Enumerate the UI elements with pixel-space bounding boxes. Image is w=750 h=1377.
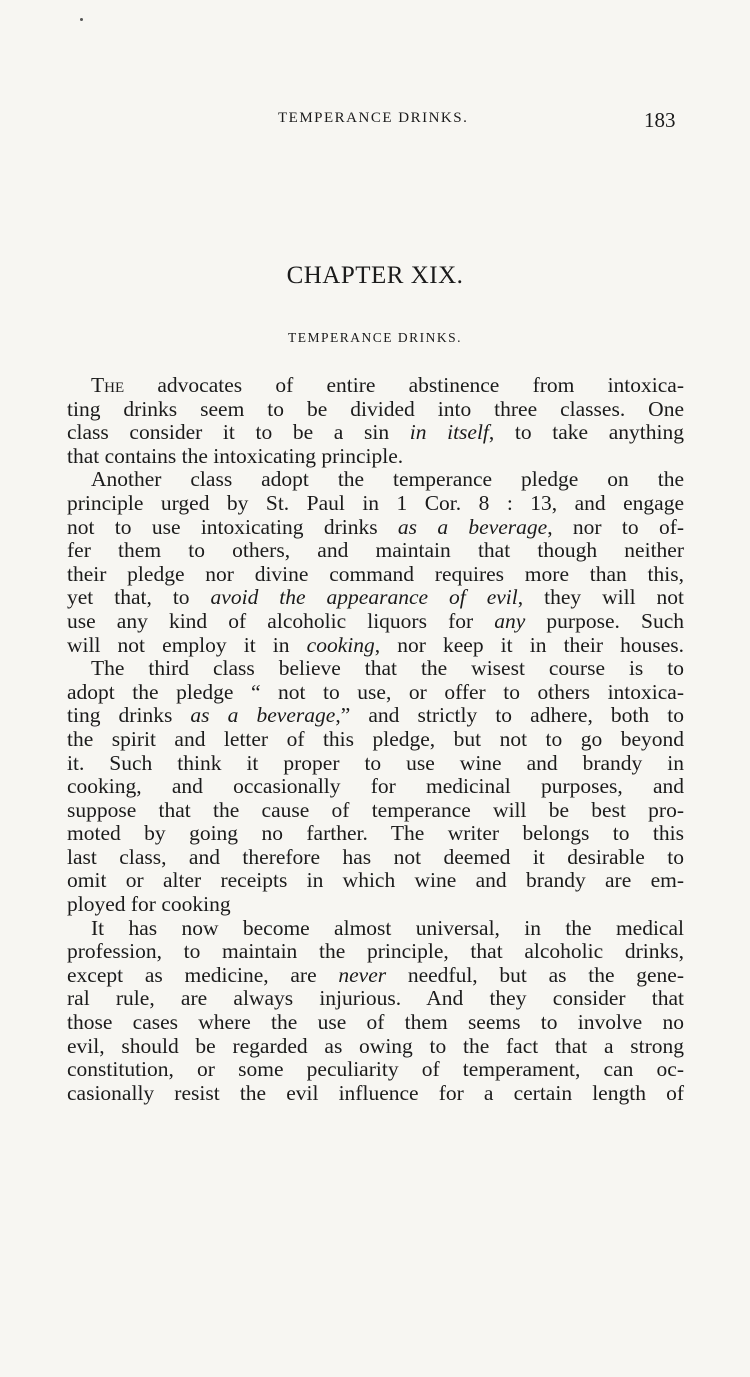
text-line: their pledge nor divine command requires more than this, [67,561,684,586]
text-line: that contains the intoxicating principle. [67,443,404,468]
italic-text: cooking [306,632,375,657]
text-line: class consider it to be a sin in itself, to take anything [67,420,684,445]
text-line: ral rule, are always injurious. And they consider that [67,986,684,1011]
italic-text: any [494,608,526,633]
body-text [67,374,684,1105]
text-line: use any kind of alcoholic liquors for any purpose. Such [67,608,684,633]
text-line: principle urged by St. Paul in 1 Cor. 8 : 13, and engage [67,490,684,515]
text-line: not to use intoxicating drinks as a beverage, nor to of- [67,514,685,539]
running-title: TEMPERANCE DRINKS. [278,110,469,126]
text-line: ting drinks as a beverage,” and strictly to adhere, both to [67,703,684,728]
text-line: evil, should be regarded as owing to the fact that a strong [67,1033,684,1058]
text-line: profession, to maintain the principle, that alcoholic drinks, [67,939,684,964]
page-number: 183 [644,108,676,132]
running-head [0,108,750,132]
text-line: suppose that the cause of temperance will be best pro- [67,797,684,822]
italic-text: in itself [409,420,489,445]
text-line: omit or alter receipts in which wine and brandy are em- [67,868,684,893]
italic-text: as a beverage [190,703,336,728]
ink-speck [80,18,83,21]
chapter-title: CHAPTER XIX. [286,262,464,289]
text-line: It has now become almost universal, in the medical [91,915,684,940]
text-line: cooking, and occasionally for medicinal purposes, and [67,774,684,799]
opening-word: The [91,373,125,397]
text-line: The third class believe that the wisest course is to [91,656,684,681]
text-line: casionally resist the evil influence for a certain length of [67,1080,684,1105]
text-line: Another class adopt the temperance pledge on the [91,467,684,492]
text-line: yet that, to avoid the appearance of evil, they will not [67,585,684,610]
text-line: except as medicine, are never needful, but as the gene- [67,962,684,987]
text-line: will not employ it in cooking, nor keep it in their houses. [67,632,684,657]
text-line: ting drinks seem to be divided into three classes. One [67,396,684,421]
text-line: adopt the pledge “ not to use, or offer to others intoxica- [67,679,684,704]
text-line: those cases where the use of them seems to involve no [67,1010,684,1035]
text-line: last class, and therefore has not deemed it desirable to [67,844,684,869]
text-line: the spirit and letter of this pledge, but not to go beyond [67,726,684,751]
text-line: constitution, or some peculiarity of temperament, can oc- [67,1057,684,1082]
text-line: it. Such think it proper to use wine and brandy in [67,750,684,775]
chapter-subtitle: TEMPERANCE DRINKS. [287,330,462,345]
italic-text: avoid the appearance of evil [210,585,518,610]
text-line: fer them to others, and maintain that though neither [67,538,684,563]
text-line: The advocates of entire abstinence from intoxica- [91,373,684,397]
text-line: ployed for cooking [67,892,231,917]
text-line: moted by going no farther. The writer belongs to this [67,821,684,846]
italic-text: never [338,962,387,987]
italic-text: as a beverage [397,514,548,539]
